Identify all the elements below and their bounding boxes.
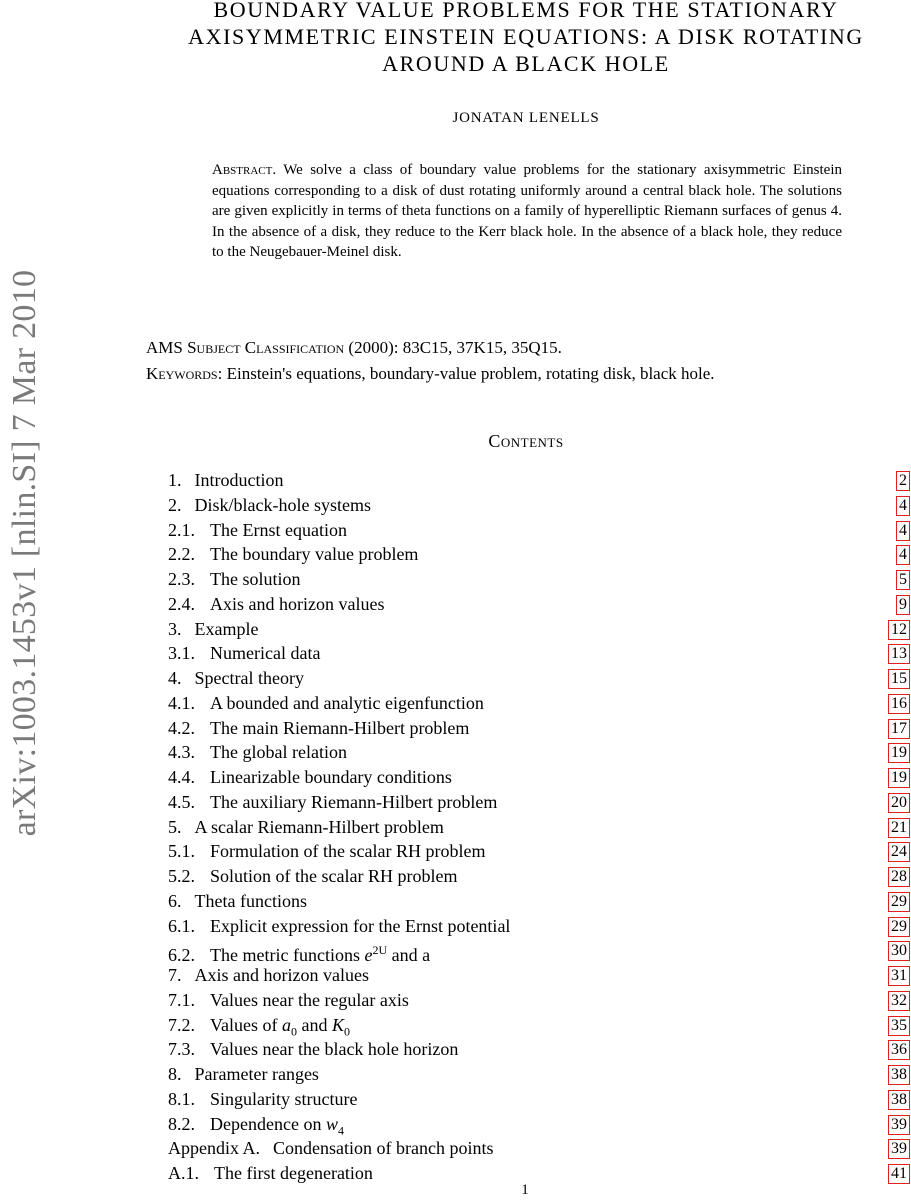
toc-entry[interactable] <box>168 691 910 716</box>
toc-entry[interactable] <box>168 914 910 939</box>
toc-entry[interactable] <box>168 864 910 889</box>
toc-page-link[interactable]: 16 <box>888 694 910 714</box>
toc-entry-number: 6.2. <box>168 945 195 966</box>
toc-entry[interactable] <box>168 938 910 966</box>
toc-page-link[interactable]: 24 <box>888 842 910 862</box>
author-name: JONATAN LENELLS <box>452 110 600 126</box>
title-line: AROUND A BLACK HOLE <box>382 51 670 76</box>
toc-entry[interactable] <box>168 567 910 592</box>
toc-page-link[interactable]: 12 <box>888 620 910 640</box>
toc-entry[interactable] <box>168 493 910 518</box>
toc-entry[interactable] <box>168 839 910 864</box>
page-number: 1 <box>521 1182 529 1198</box>
paper-title <box>150 0 902 77</box>
toc-entry-number: A.1. <box>168 1163 199 1183</box>
keywords-text: Einstein's equations, boundary-value problem, rotating disk, black hole. <box>226 364 715 383</box>
toc-entry[interactable] <box>168 641 910 666</box>
toc-entry[interactable] <box>168 790 910 815</box>
abstract-text: We solve a class of boundary value problems for the stationary axisymmetric Einstein equations corresponding to a disk of dust rotating uniformly around a central black hole. The solutions are given explicitly in terms of theta functions on a family of hyperelliptic Riemann surfaces of genus 4. In the absence of a disk, they reduce to the Kerr black hole. In the absence of a black hole, they reduce to the Neugebauer-Meinel disk. <box>212 162 842 260</box>
toc-entry-title: Values near the black hole horizon <box>210 1039 459 1060</box>
toc-entry-number: 1. <box>168 470 182 490</box>
toc-entry-title: Axis and horizon values <box>210 593 385 614</box>
toc-entry-number: 8. <box>168 1064 182 1084</box>
toc-page-link[interactable]: 4 <box>896 496 910 516</box>
toc-entry[interactable] <box>168 740 910 765</box>
toc-entry-number: 2.3. <box>168 569 195 589</box>
keywords-label: Keywords: <box>146 364 223 383</box>
toc-entry-number: 7.3. <box>168 1039 195 1060</box>
toc-entry-number: 4.1. <box>168 692 195 713</box>
toc-page-link[interactable]: 41 <box>888 1164 910 1184</box>
toc-entry-number: 2.4. <box>168 593 195 614</box>
toc-entry-title: Theta functions <box>194 890 307 911</box>
toc-entry[interactable] <box>168 765 910 790</box>
toc-entry-number: 2.2. <box>168 544 195 565</box>
toc-entry-number: 7. <box>168 965 182 985</box>
abstract <box>212 160 842 263</box>
toc-page-link[interactable]: 4 <box>896 545 910 565</box>
toc-entry[interactable] <box>168 518 910 543</box>
toc-entry[interactable] <box>168 963 910 988</box>
classification-label: AMS Subject Classification <box>146 338 345 357</box>
toc-page-link[interactable]: 32 <box>888 991 910 1011</box>
toc-page-link[interactable]: 29 <box>888 917 910 937</box>
toc-page-link[interactable]: 21 <box>888 818 910 838</box>
ams-classification <box>146 338 906 358</box>
toc-entry-title: The Ernst equation <box>210 519 347 540</box>
toc-entry-number: 6. <box>168 890 182 911</box>
toc-entry-title: Singularity structure <box>210 1088 358 1109</box>
toc-page-link[interactable]: 38 <box>888 1090 910 1110</box>
toc-page-link[interactable]: 17 <box>888 719 910 739</box>
toc-entry[interactable] <box>168 468 910 493</box>
toc-entry[interactable] <box>168 1112 910 1137</box>
toc-entry-title: The first degeneration <box>214 1163 373 1183</box>
toc-entry-title: Axis and horizon values <box>194 965 369 985</box>
toc-entry-number: 8.1. <box>168 1088 195 1109</box>
toc-page-link[interactable]: 36 <box>888 1040 910 1060</box>
toc-entry-number: 6.1. <box>168 915 195 936</box>
toc-entry-title: Disk/black-hole systems <box>194 494 371 515</box>
toc-entry-number: 8.2. <box>168 1113 195 1134</box>
toc-entry-title: Introduction <box>194 470 284 490</box>
toc-page-link[interactable]: 29 <box>888 892 910 912</box>
toc-entry-title: A bounded and analytic eigenfunction <box>210 692 484 713</box>
toc-page-link[interactable]: 4 <box>896 521 910 541</box>
toc-entry-title: Values of $a_0$ and $K_0$ <box>210 1014 350 1039</box>
toc-entry[interactable] <box>168 1013 910 1038</box>
toc-entry-title: Solution of the scalar RH problem <box>210 866 458 886</box>
toc-entry[interactable] <box>168 1087 910 1112</box>
table-of-contents <box>168 468 910 1186</box>
toc-page-link[interactable]: 20 <box>888 793 910 813</box>
toc-entry-title: Explicit expression for the Ernst potential <box>210 915 511 936</box>
toc-entry-number: Appendix A. <box>168 1138 260 1159</box>
toc-page-link[interactable]: 28 <box>888 867 910 887</box>
toc-entry-title: Values near the regular axis <box>210 989 409 1010</box>
toc-entry-title: Spectral theory <box>194 668 304 688</box>
arxiv-identifier: arXiv:1003.1453v1 [nlin.SI] 7 Mar 2010 <box>6 269 43 837</box>
toc-entry-title: The solution <box>210 569 301 589</box>
toc-entry[interactable] <box>168 666 910 691</box>
toc-entry-title: Dependence on $w_4$ <box>210 1113 344 1138</box>
toc-entry-number: 4.2. <box>168 717 195 738</box>
keywords <box>146 364 906 384</box>
toc-page-link[interactable]: 38 <box>888 1065 910 1085</box>
toc-page-link[interactable]: 39 <box>888 1115 910 1135</box>
toc-entry-number: 4.5. <box>168 791 195 812</box>
toc-entry-title: The global relation <box>210 742 347 763</box>
toc-page-link[interactable]: 2 <box>896 471 910 491</box>
toc-entry[interactable] <box>168 1037 910 1062</box>
toc-entry-title: The auxiliary Riemann-Hilbert problem <box>210 791 498 812</box>
toc-entry-number: 3.1. <box>168 643 195 664</box>
toc-page-link[interactable]: 13 <box>888 644 910 664</box>
toc-entry-title: Linearizable boundary conditions <box>210 767 452 787</box>
toc-entry-title: Parameter ranges <box>194 1064 319 1084</box>
toc-entry-number: 4.3. <box>168 742 195 763</box>
classification-text: (2000): 83C15, 37K15, 35Q15. <box>348 338 562 357</box>
toc-entry-number: 3. <box>168 618 182 639</box>
title-line: BOUNDARY VALUE PROBLEMS FOR THE STATIONARY <box>213 0 839 22</box>
toc-page-link[interactable]: 30 <box>888 941 910 961</box>
toc-page-link[interactable]: 9 <box>896 595 910 615</box>
toc-page-link[interactable]: 31 <box>888 966 910 986</box>
toc-entry-title: A scalar Riemann-Hilbert problem <box>194 816 444 837</box>
toc-entry-title: Example <box>194 618 259 639</box>
toc-entry[interactable] <box>168 542 910 567</box>
toc-entry-number: 2.1. <box>168 519 195 540</box>
toc-entry-title: The main Riemann-Hilbert problem <box>210 717 470 738</box>
toc-page-link[interactable]: 35 <box>888 1016 910 1036</box>
abstract-label: Abstract. <box>212 162 277 178</box>
toc-entry-title: Formulation of the scalar RH problem <box>210 841 486 862</box>
toc-page-link[interactable]: 15 <box>888 669 910 689</box>
toc-entry-number: 5.1. <box>168 841 195 862</box>
toc-page-link[interactable]: 39 <box>888 1139 910 1159</box>
toc-page-link[interactable]: 5 <box>896 570 910 590</box>
toc-entry[interactable] <box>168 889 910 914</box>
contents-heading: Contents <box>488 431 564 451</box>
toc-entry-title: Numerical data <box>210 643 321 664</box>
toc-entry-number: 5.2. <box>168 866 195 886</box>
toc-entry-number: 5. <box>168 816 182 837</box>
arxiv-sidebar <box>0 228 50 878</box>
toc-entry[interactable] <box>168 988 910 1013</box>
toc-entry[interactable] <box>168 592 910 617</box>
toc-entry[interactable] <box>168 1062 910 1087</box>
toc-entry-number: 4. <box>168 668 182 688</box>
toc-entry[interactable] <box>168 1136 910 1161</box>
toc-page-link[interactable]: 19 <box>888 743 910 763</box>
toc-entry-number: 4.4. <box>168 767 195 787</box>
toc-entry-number: 2. <box>168 494 182 515</box>
toc-entry-title: Condensation of branch points <box>273 1138 494 1159</box>
toc-entry-title: The boundary value problem <box>210 544 419 565</box>
toc-entry[interactable] <box>168 815 910 840</box>
toc-entry[interactable] <box>168 617 910 642</box>
toc-entry[interactable] <box>168 716 910 741</box>
title-line: AXISYMMETRIC EINSTEIN EQUATIONS: A DISK ROTATING <box>188 24 864 49</box>
toc-entry-number: 7.1. <box>168 989 195 1010</box>
toc-page-link[interactable]: 19 <box>888 768 910 788</box>
toc-entry-number: 7.2. <box>168 1014 195 1035</box>
toc-entry-title: The metric functions $e^{2U}$ and a <box>210 943 431 966</box>
